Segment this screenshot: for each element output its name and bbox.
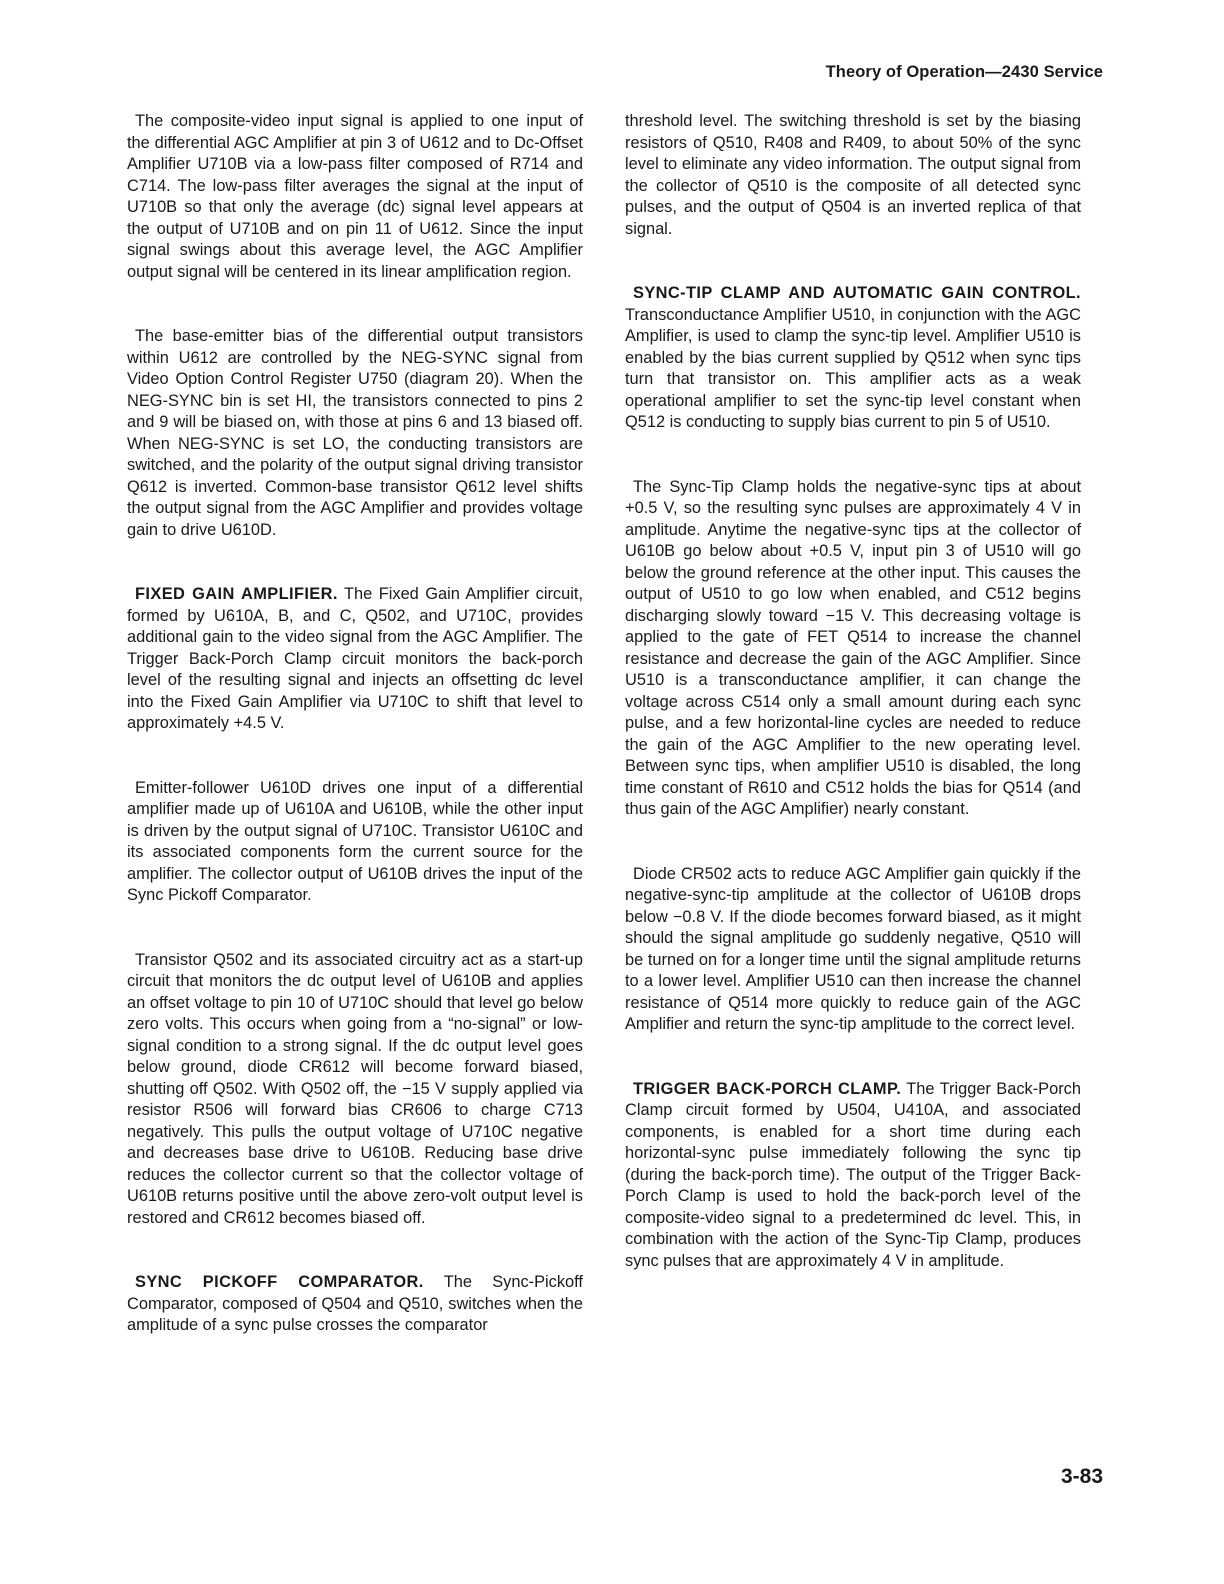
paragraph-text: Diode CR502 acts to reduce AGC Amplifier gain quickly if the negative-sync-tip amplitude at the collector of U610B drops below −0.8 V. If the diode becomes forward biased, as it might should the signal amplitude go suddenly negative, Q510 will be turned on for a longer time until the signal amplitude returns to a lower level. Amplifier U510 can then increase the channel resistance of Q514 more quickly to reduce gain of the AGC Amplifier and return the sync-tip amplitude to the correct level. bbox=[625, 864, 1081, 1033]
paragraph-text: Transistor Q502 and its associated circuitry act as a start-up circuit that monitors the dc output level of U610B and applies an offset voltage to pin 10 of U710C should that level go below zero volts. This occurs when going from a “no-signal” or low-signal condition to a strong signal. If the dc output level goes below ground, diode CR612 will become forward biased, shutting off Q502. With Q502 off, the −15 V supply applied via resistor R506 will forward bias CR606 to charge C713 negatively. This pulls the output voltage of U710C negative and decreases base drive to U610B. Reducing base drive reduces the collector current so that the collector voltage of U610B returns positive until the above zero-volt output level is restored and CR612 becomes biased off. bbox=[127, 950, 583, 1227]
paragraph-text: The Trigger Back-Porch Clamp circuit formed by U504, U410A, and associated components, is enabled for a short time during each horizontal-sync pulse immediately following the sync tip (during the back-porch time). The output of the Trigger Back-Porch Clamp is used to hold the back-porch level of the composite-video signal to a predetermined dc level. This, in combination with the action of the Sync-Tip Clamp, produces sync pulses that are approximately 4 V in amplitude. bbox=[625, 1079, 1081, 1270]
page-number: 3-83 bbox=[1060, 1465, 1103, 1488]
left-column bbox=[127, 111, 583, 1337]
paragraph-text: The Sync-Tip Clamp holds the negative-sync tips at about +0.5 V, so the resulting sync pulses are approximately 4 V in amplitude. Anytime the negative-sync tips at the collector of U610B go below about +0.5 V, input pin 3 of U510 will go below the ground reference at the other input. This causes the output of U510 to go low when enabled, and C512 begins discharging slowly toward −15 V. This decreasing voltage is applied to the gate of FET Q514 to increase the channel resistance and decrease the gain of the AGC Amplifier. Since U510 is a transconductance amplifier, it can change the voltage across C514 only a small amount during each sync pulse, and a few horizontal-line cycles are needed to reduce the gain of the AGC Amplifier to the new operating level. Between sync tips, when amplifier U510 is disabled, the long time constant of R610 and C512 holds the bias for Q514 (and thus gain of the AGC Amplifier) nearly constant. bbox=[625, 477, 1081, 818]
paragraph-text: The composite-video input signal is applied to one input of the differential AGC Amplifier at pin 3 of U612 and to Dc-Offset Amplifier U710B via a low-pass filter composed of R714 and C714. The low-pass filter averages the signal at the input of U710B so that only the average (dc) signal level appears at the output of U710B and on pin 11 of U612. Since the input signal swings about this average level, the AGC Amplifier output signal will be centered in its linear amplification region. bbox=[127, 112, 583, 281]
paragraph-text: Emitter-follower U610D drives one input of a differential amplifier made up of U610A and U610B, while the other input is driven by the output signal of U710C. Transistor U610C and its associated components form the current source for the amplifier. The collector output of U610B drives the input of the Sync Pickoff Comparator. bbox=[127, 778, 583, 904]
paragraph-sync-pickoff-comparator bbox=[127, 1272, 583, 1337]
paragraph-text: Transconductance Amplifier U510, in conjunction with the AGC Amplifier, is used to clamp the sync-tip level. Amplifier U510 is enabled by the bias current supplied by Q512 when sync tips turn that transistor on. This amplifier acts as a weak operational amplifier to set the sync-tip level constant when Q512 is conducting to supply bias current to pin 5 of U510. bbox=[625, 305, 1081, 431]
paragraph-sync-tip-clamp-agc bbox=[625, 283, 1081, 434]
paragraph-transistor-q502 bbox=[127, 950, 583, 1230]
paragraph-composite-video-input bbox=[127, 111, 583, 283]
paragraph-text: The Fixed Gain Amplifier circuit, formed by U610A, B, and C, Q502, and U710C, provides additional gain to the video signal from the AGC Amplifier. The Trigger Back-Porch Clamp circuit monitors the back-porch level of the resulting signal and injects an offsetting dc level into the Fixed Gain Amplifier via U710C to shift that level to approximately +4.5 V. bbox=[127, 585, 583, 732]
paragraph-diode-cr502 bbox=[625, 864, 1081, 1036]
running-header: Theory of Operation—2430 Service bbox=[825, 63, 1103, 81]
paragraph-sync-tip-clamp-holds bbox=[625, 477, 1081, 821]
section-heading-fixed-gain-amplifier: FIXED GAIN AMPLIFIER. bbox=[135, 585, 338, 603]
paragraph-base-emitter-bias bbox=[127, 326, 583, 541]
section-heading-sync-tip-clamp-agc: SYNC-TIP CLAMP AND AUTOMATIC GAIN CONTROL. bbox=[633, 284, 1081, 302]
paragraph-text: The Sync-Pickoff Comparator, composed of Q504 and Q510, switches when the amplitude of a sync pulse crosses the comparator bbox=[127, 1273, 583, 1334]
paragraph-emitter-follower bbox=[127, 778, 583, 907]
section-heading-sync-pickoff-comparator: SYNC PICKOFF COMPARATOR. bbox=[135, 1273, 424, 1291]
section-heading-trigger-back-porch-clamp: TRIGGER BACK-PORCH CLAMP. bbox=[633, 1079, 902, 1098]
paragraph-text: threshold level. The switching threshold is set by the biasing resistors of Q510, R408 and R409, to about 50% of the sync level to eliminate any video information. The output signal from the collector of Q510 is the composite of all detected sync pulses, and the output of Q504 is an inverted replica of that signal. bbox=[625, 112, 1081, 238]
right-column bbox=[625, 111, 1081, 1272]
paragraph-text: The base-emitter bias of the differential output transistors within U612 are controlled by the NEG-SYNC signal from Video Option Control Register U750 (diagram 20). When the NEG-SYNC bin is set HI, the transistors connected to pins 2 and 9 will be biased on, with those at pins 6 and 13 biased off. When NEG-SYNC is set LO, the conducting transistors are switched, and the polarity of the output signal driving transistor Q612 is inverted. Common-base transistor Q612 level shifts the output signal from the AGC Amplifier and provides voltage gain to drive U610D. bbox=[127, 327, 583, 539]
paragraph-trigger-back-porch-clamp bbox=[625, 1079, 1081, 1273]
paragraph-threshold-level bbox=[625, 111, 1081, 240]
paragraph-fixed-gain-amplifier bbox=[127, 584, 583, 735]
